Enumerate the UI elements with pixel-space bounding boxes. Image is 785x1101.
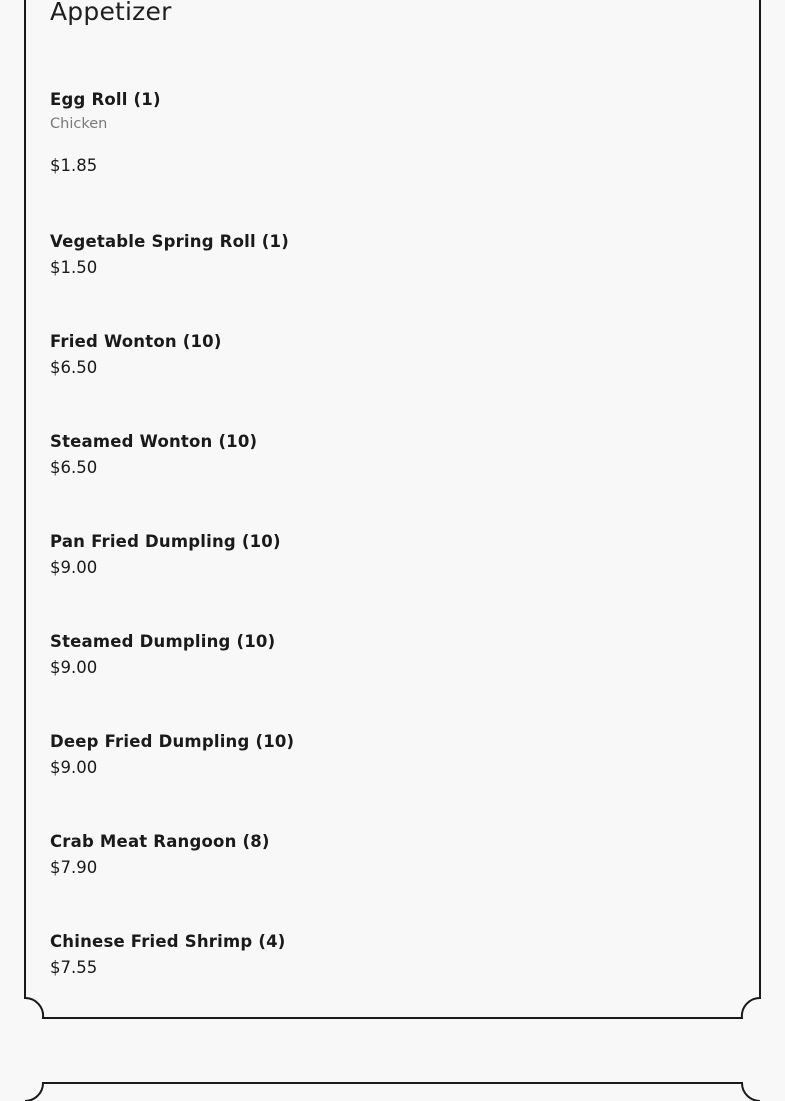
menu-item[interactable] [50,332,222,378]
menu-item-name: Crab Meat Rangoon (8) [50,832,270,851]
menu-item[interactable] [50,932,286,978]
menu-item[interactable] [50,832,270,878]
menu-item-price: $1.85 [50,156,98,175]
section-title: Appetizer [50,0,172,26]
menu-item-name: Vegetable Spring Roll (1) [50,232,289,251]
menu-item-price: $9.00 [50,758,98,777]
menu-item[interactable] [50,632,275,678]
menu-item-price: $9.00 [50,658,98,677]
menu-item-price: $6.50 [50,358,98,377]
menu-item[interactable] [50,532,281,578]
menu-item-price: $7.90 [50,858,98,877]
menu-item-name: Steamed Wonton (10) [50,432,258,451]
menu-item-name: Fried Wonton (10) [50,332,222,351]
menu-item-price: $6.50 [50,458,98,477]
menu-item-name: Deep Fried Dumpling (10) [50,732,295,751]
menu-item[interactable] [50,232,289,278]
menu-item-name: Chinese Fried Shrimp (4) [50,932,286,951]
menu-item-price: $9.00 [50,558,98,577]
menu-item[interactable] [50,732,294,778]
menu-item-description: Chicken [50,116,108,132]
menu-item-price: $1.50 [50,258,98,277]
menu-item-price: $7.55 [50,958,98,977]
menu-item-name: Pan Fried Dumpling (10) [50,532,281,551]
menu-item[interactable] [50,90,161,176]
menu-item-name: Steamed Dumpling (10) [50,632,276,651]
menu-item[interactable] [50,432,257,478]
menu-item-name: Egg Roll (1) [50,90,161,109]
